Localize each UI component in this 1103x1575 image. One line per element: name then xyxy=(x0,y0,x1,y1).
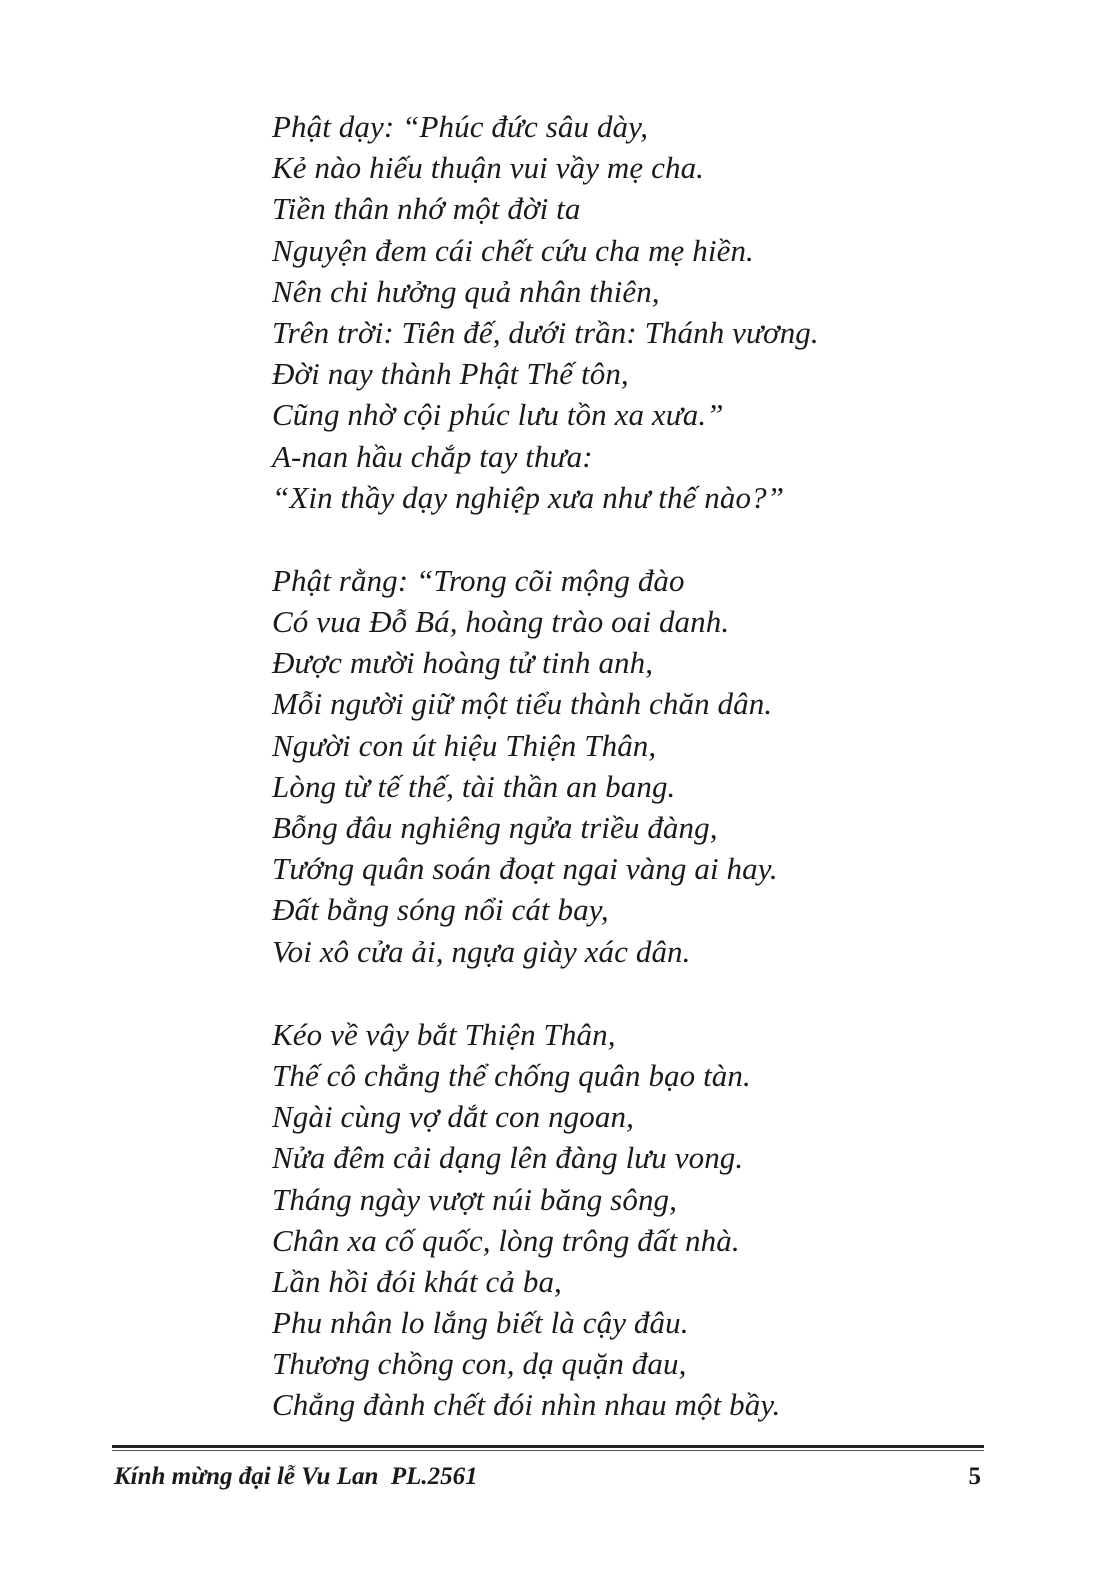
poem-line: Phu nhân lo lắng biết là cậy đâu. xyxy=(272,1305,689,1341)
poem-line: A-nan hầu chắp tay thưa: xyxy=(272,438,593,474)
poem-line: Phật dạy: “Phúc đức sâu dày, xyxy=(272,109,649,144)
poem-line: Kẻ nào hiếu thuận vui vầy mẹ cha. xyxy=(272,150,705,186)
stanza-3 xyxy=(272,1014,1032,1426)
poem-line: Nên chi hưởng quả nhân thiên, xyxy=(272,273,660,309)
footer-title: Kính mừng đại lễ Vu Lan PL.2561 xyxy=(114,1463,478,1490)
footer-divider-thin xyxy=(112,1450,984,1451)
poem-line: Thế cô chẳng thể chống quân bạo tàn. xyxy=(272,1057,751,1093)
poem-line: Kéo về vây bắt Thiện Thân, xyxy=(272,1016,616,1052)
poem-line: Đất bằng sóng nổi cát bay, xyxy=(272,892,609,928)
poem-line: Thương chồng con, dạ quặn đau, xyxy=(272,1346,687,1382)
poem-line: Người con út hiệu Thiện Thân, xyxy=(272,727,657,763)
poem-line: Lòng từ tế thế, tài thần an bang. xyxy=(272,768,676,804)
poem-line: Đời nay thành Phật Thế tôn, xyxy=(272,356,629,392)
poem-line: Bỗng đâu nghiêng ngửa triều đàng, xyxy=(272,810,718,845)
stanza-2 xyxy=(272,560,1032,972)
poem-line: Có vua Đỗ Bá, hoàng trào oai danh. xyxy=(272,604,730,640)
poem-body xyxy=(272,106,1032,1468)
poem-line: Trên trời: Tiên đế, dưới trần: Thánh vương. xyxy=(272,314,819,350)
poem-line: Được mười hoàng tử tinh anh, xyxy=(272,645,654,681)
poem-line: Tiền thân nhớ một đời ta xyxy=(272,191,581,227)
poem-line: Cũng nhờ cội phúc lưu tồn xa xưa.” xyxy=(272,397,724,433)
poem-line: Nửa đêm cải dạng lên đàng lưu vong. xyxy=(272,1140,744,1176)
stanza-1 xyxy=(272,106,1032,518)
poem-line: Tướng quân soán đoạt ngai vàng ai hay. xyxy=(272,851,778,887)
poem-line: Ngài cùng vợ dắt con ngoan, xyxy=(272,1099,634,1135)
footer-divider xyxy=(112,1445,984,1448)
poem-line: Chân xa cố quốc, lòng trông đất nhà. xyxy=(272,1222,740,1258)
poem-line: Tháng ngày vượt núi băng sông, xyxy=(272,1181,678,1217)
poem-line: Nguyện đem cái chết cứu cha mẹ hiền. xyxy=(272,232,754,268)
poem-line: “Xin thầy dạy nghiệp xưa như thế nào?” xyxy=(272,479,785,515)
page-number: 5 xyxy=(968,1463,981,1490)
poem-line: Mỗi người giữ một tiểu thành chăn dân. xyxy=(272,686,773,722)
poem-line: Chẳng đành chết đói nhìn nhau một bầy. xyxy=(272,1387,781,1423)
poem-line: Phật rằng: “Trong cõi mộng đào xyxy=(272,562,685,598)
poem-line: Lần hồi đói khát cả ba, xyxy=(272,1263,562,1299)
poem-line: Voi xô cửa ải, ngựa giày xác dân. xyxy=(272,933,691,969)
